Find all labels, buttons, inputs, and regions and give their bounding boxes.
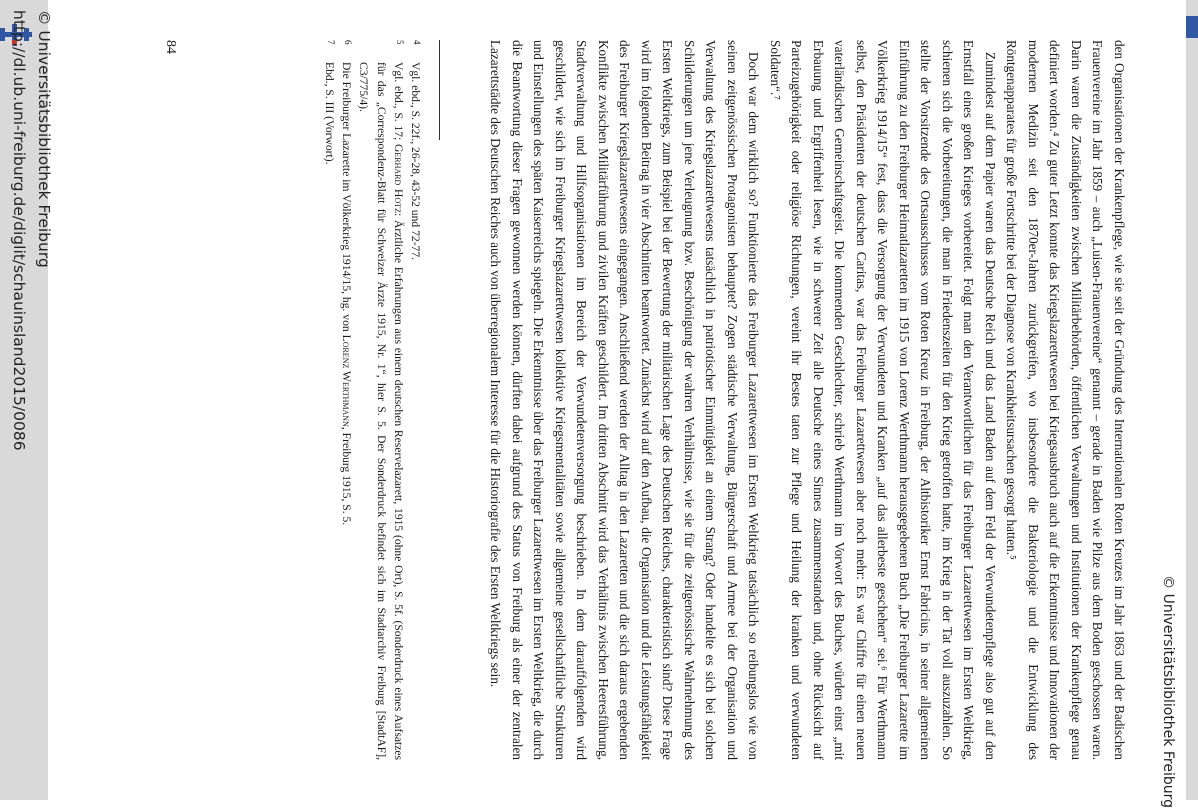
footnote [321,40,338,760]
right-marker-icon [1186,16,1198,38]
footnote [407,40,424,760]
footnote-text-part: : Ärztliche Erfahrungen aus einem deutschen Reservelazarett, 1915 (ohne Ort), S. 5f. (Sonderdruck eines Aufsatzes für das „Correspondenz-Blatt für Schweizer Ärzte 1915, Nr. 1“, hier S. 5. Der Sonderdruck befindet sich im Stadtarchiv Freiburg [StadtAF], C3/775/4). [357,62,405,760]
page-number: 84 [163,40,178,54]
footnote-number: 5 [394,40,405,45]
footnote [355,40,407,760]
footnote-text [338,62,355,760]
footnote-text-part: , Freiburg 1915, S. 5. [340,426,354,526]
viewer-left-panel [0,0,53,800]
footnote [338,40,355,760]
right-credit: © Universitätsbibliothek Freiburg [1160,575,1176,808]
footnotes [321,40,424,760]
paragraph: Doch war dem wirklich so? Funktionierte das Freiburger Lazarettwesen im Ersten Weltkrieg tatsächlich so reibungslos wie von seinen zeitgenössischen Protagonisten behauptet? Zogen städtische Verwaltung, Bürgerschaft und Armee bei der Organisation und Verwaltung des Kriegslazarettwesens tatsächlich in patriotischer Einmütigkeit an einem Strang? Oder handelte es sich bei solchen Schilderungen um jene Verleugnung bzw. Beschönigung der wahren Verhältnisse, wie sie für die zeitgenössische Wahrnehmung des Ersten Weltkriegs, zum Beispiel bei der Bewertung der militärischen Lage des Deutschen Reiches, charakteristisch sind? Diese Frage wird im folgenden Beitrag in vier Abschnitten beantwortet. Zunächst wird auf den Aufbau, die Organisation und die Leistungsfähigkeit des Freiburger Kriegslazarettwesens eingegangen. Anschließend werden der Alltag in den Lazaretten und die sich daraus ergebenden Konflikte zwischen Militärführung und zivilen Kräften geschildert. Im dritten Abschnitt wird das Verhältnis zwischen Heeresführung, Stadtverwaltung und Hilfsorganisationen im Bereich der Verwundetenversorgung beschrieben. In dem darauffolgenden wird geschildert, wie sich im Freiburger Kriegslazarettwesen kollektive Kriegsmentalitäten sowie allgemeine gesellschaftliche Strukturen und Einstellungen des späten Kaiserreichs spiegeln. Die Erkenntnisse über das Freiburger Lazarettwesen im Ersten Weltkrieg, die durch die Beantwortung dieser Fragen gewonnen werden können, dürften dabei aufgrund des Status von Freiburg als einer der zentralen Lazarettstädte des Deutschen Reiches auch von überregionalem Interesse für die Historiografie des Ersten Weltkriegs sein. [488,40,762,760]
footnote-text-part: Die Freiburger Lazarette im Völkerkrieg 1914/15, hg. von [340,62,354,335]
body-text [485,40,1130,760]
footnote-text: Ebd., S. III (Vorwort). [322,62,336,165]
footnote-text: Vgl. ebd., S. 22f., 26-28, 43-52 und 72-77. [409,62,422,261]
viewer-copyright: © Universitätsbibliothek Freiburg [35,10,53,268]
viewer-url-text [8,10,53,810]
footnote-divider [439,40,440,140]
footnote-text-part: Vgl. ebd., S. 17; [391,62,405,145]
paragraph: den Organisationen der Krankenpflege, wie sie seit der Gründung des Internationalen Roten Kreuzes im Jahr 1863 und der Badischen Frauenvereine im Jahr 1859 – auch „Luisen-Frauenvereine“ genannt – gerade in Baden wie Pilze aus dem Boden geschossen waren. Darin waren die Zuständigkeiten zwischen Militärbehörden, öffentlichen Verwaltungen und Institutionen der Krankenpflege genau definiert worden.⁴ Zu guter Letzt konnte das Kriegslazarettwesen bei Kriegsausbruch auch auf die Erkenntnisse und Innovationen der modernen Medizin seit den 1870er-Jahren zurückgreifen, wo insbesondere die Bakteriologie und die Entwicklung des Röntgenapparates für große Fortschritte bei der Diagnose von Krankheitsursachen gesorgt hatten.⁵ [1004,40,1127,760]
footnote-number: 4 [412,40,422,45]
footnote-number: 6 [343,40,354,45]
viewer-right-panel [1186,0,1198,800]
footnote-author: Gerhard Hotz [391,144,405,213]
footnote-number: 7 [325,40,336,45]
footnote-author: Lorenz Werthmann [340,334,354,427]
footnote-text [355,62,407,760]
viewer-url[interactable]: http://dl.ub.uni-freiburg.de/diglit/schauinsland2015/0086 [10,10,28,451]
paragraph: Zumindest auf dem Papier waren das Deutsche Reich und das Land Baden auf dem Feld der Verwundetenpflege also gut auf den Ernstfall eines großen Krieges vorbereitet. Folgt man den Verantwortlichen für das Freiburger Lazarettwesen im Ersten Weltkrieg, schienen sich die Vorbereitungen, die man in Friedenszeiten für den Krieg getroffen hatte, im Krieg in der Tat voll auszuzahlen. So stellte der Vorsitzende des Ortsausschusses vom Roten Kreuz in Freiburg, der Altbistoriker Ernst Fabricius, in seiner allgemeinen Einführung zu den Freiburger Heimatlazaretten im 1915 von Lorenz Werthmann herausgegebenen Buch „Die Freiburger Lazarette im Völkerkrieg 1914/15“ fest, dass die Versorgung der Verwundeten und Kranken „auf das allerbeste geschehen“ sei.⁶ Für Werthmann selbst, den Präsidenten der deutschen Caritas, war das Freiburger Lazarettwesen aber noch mehr: Es war Chiffre für einen neuen vaterländischen Gemeinschaftsgeist. Die kommenden Geschlechter, schrieb Werthmann im Vorwort des Buches, würden einst „mit Erbauung und Ergriffenheit lesen, wie in schwerer Zeit alle Deutsche eines Sinnes zusammenstanden und, ohne Rücksicht auf Parteizugehörigkeit oder religiöse Richtungen, vereint ihr Bestes taten zur Pflege und Heilung der kranken und verwundeten Soldaten“.⁷ [768,40,998,760]
document-page [140,40,1140,760]
